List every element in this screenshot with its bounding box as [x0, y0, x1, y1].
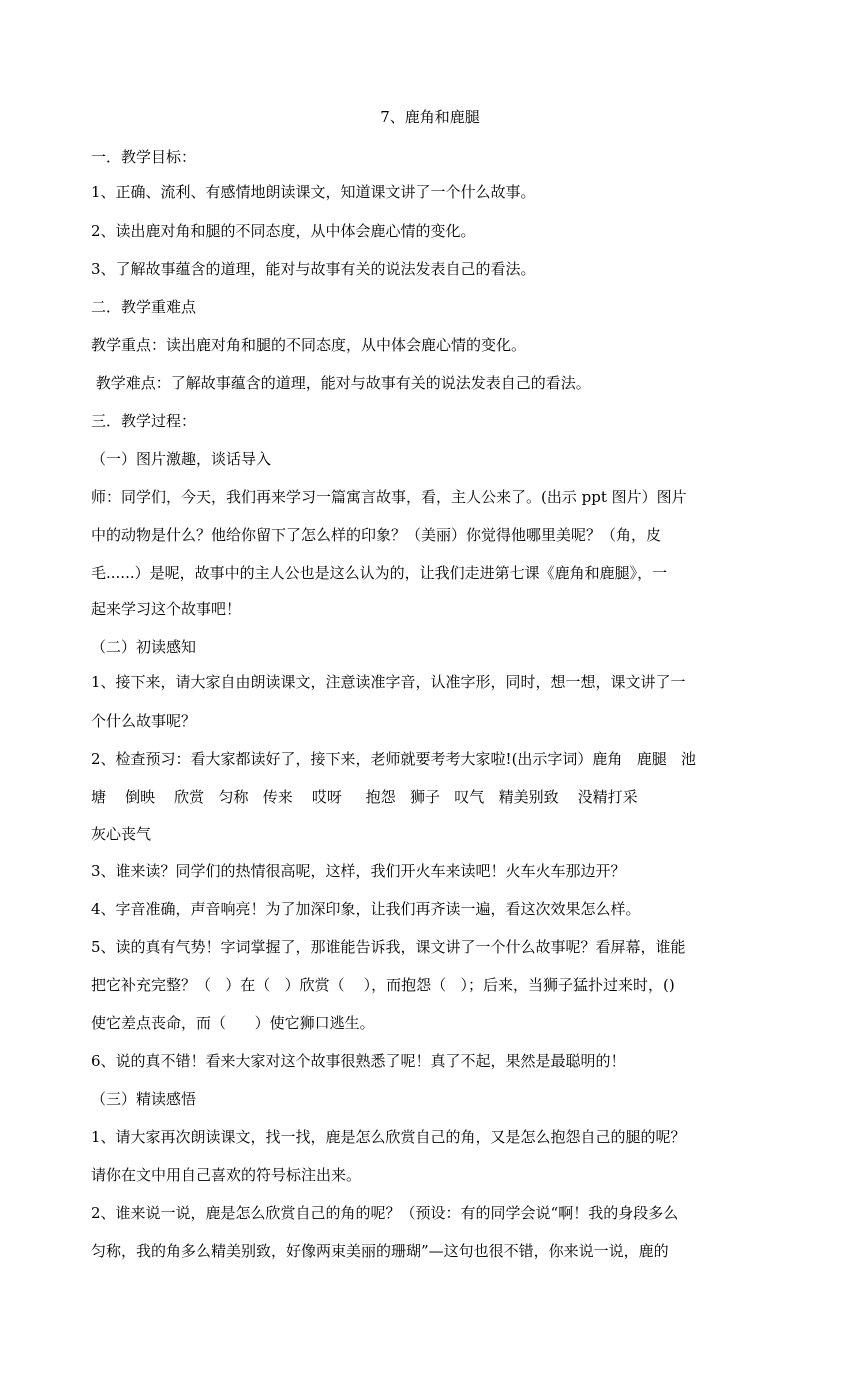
- paragraph-line: 1、请大家再次朗读课文，找一找，鹿是怎么欣赏自己的角，又是怎么抱怨自己的腿的呢？: [91, 1128, 686, 1146]
- paragraph-line: 个什么故事呢？: [91, 712, 197, 730]
- paragraph-line: 5、读的真有气势！字词掌握了，那谁能告诉我，课文讲了一个什么故事呢？看屏幕，谁能: [91, 938, 686, 956]
- paragraph-line: 3、谁来读？同学们的热情很高呢，这样，我们开火车来读吧！火车火车那边开？: [91, 862, 626, 880]
- paragraph-line: 2、读出鹿对角和腿的不同态度，从中体会鹿心情的变化。: [91, 222, 476, 240]
- paragraph-line: 1、正确、流利、有感情地朗读课文，知道课文讲了一个什么故事。: [91, 183, 536, 201]
- paragraph-line: 起来学习这个故事吧！: [91, 600, 242, 618]
- paragraph-line: 请你在文中用自己喜欢的符号标注出来。: [91, 1166, 362, 1184]
- section-heading-key-points: 二．教学重难点: [91, 298, 197, 316]
- document-title: 7、鹿角和鹿腿: [380, 108, 480, 126]
- paragraph-line: 4、字音准确，声音响亮！为了加深印象，让我们再齐读一遍，看这次效果怎么样。: [91, 900, 641, 918]
- paragraph-line: 塘 倒映 欣赏 匀称 传来 哎呀 抱怨 狮子 叹气 精美别致 没精打采: [91, 788, 638, 806]
- paragraph-line: 匀称，我的角多么精美别致，好像两束美丽的珊瑚”—这句也很不错，你来说一说，鹿的: [91, 1242, 669, 1260]
- section-heading-process: 三．教学过程：: [91, 412, 197, 430]
- paragraph-line: 使它差点丧命，而（ ）使它狮口逃生。: [91, 1014, 375, 1032]
- paragraph-line: 6、说的真不错！看来大家对这个故事很熟悉了呢！真了不起，果然是最聪明的！: [91, 1052, 626, 1070]
- paragraph-line: 教学重点：读出鹿对角和腿的不同态度，从中体会鹿心情的变化。: [91, 336, 527, 354]
- paragraph-line: 师：同学们，今天，我们再来学习一篇寓言故事，看，主人公来了。(出示 ppt 图片）图片: [91, 488, 687, 506]
- paragraph-line: 中的动物是什么？他给你留下了怎么样的印象？（美丽）你觉得他哪里美呢？（角，皮: [91, 526, 662, 544]
- subsection-heading: （二）初读感知: [91, 638, 197, 656]
- paragraph-line: 1、接下来，请大家自由朗读课文，注意读准字音，认准字形，同时，想一想，课文讲了一: [91, 673, 686, 691]
- subsection-heading: （三）精读感悟: [91, 1090, 197, 1108]
- paragraph-line: 教学难点：了解故事蕴含的道理，能对与故事有关的说法发表自己的看法。: [91, 374, 591, 392]
- section-heading-objectives: 一．教学目标：: [91, 148, 197, 166]
- paragraph-line: 毛......）是呢，故事中的主人公也是这么认为的，让我们走进第七课《鹿角和鹿腿》，一: [91, 564, 668, 582]
- paragraph-line: 把它补充完整？（ ）在（ ）欣赏（ ），而抱怨（ ）；后来，当狮子猛扑过来时，(): [91, 976, 675, 994]
- paragraph-line: 灰心丧气: [91, 825, 152, 843]
- paragraph-line: 2、谁来说一说，鹿是怎么欣赏自己的角的呢？（预设：有的同学会说“啊！我的身段多么: [91, 1204, 679, 1222]
- paragraph-line: 3、了解故事蕴含的道理，能对与故事有关的说法发表自己的看法。: [91, 260, 536, 278]
- paragraph-line: 2、检查预习：看大家都读好了，接下来，老师就要考考大家啦!(出示字词）鹿角 鹿腿 池: [91, 750, 697, 768]
- subsection-heading: （一）图片激趣，谈话导入: [91, 450, 272, 468]
